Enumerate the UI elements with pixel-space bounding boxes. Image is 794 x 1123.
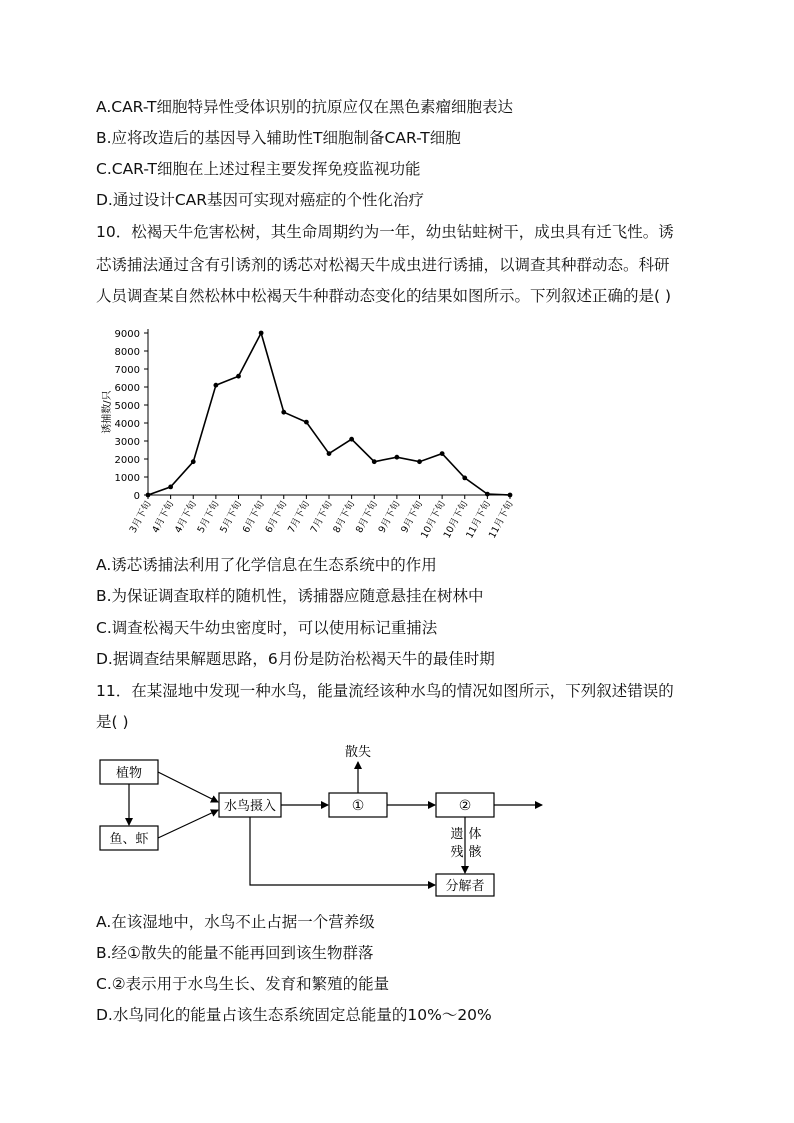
x-tick-label: 4月下旬 [150,499,177,535]
x-tick-label: 6月下旬 [263,499,290,535]
q9-option-b: B.应将改造后的基因导入辅助性T细胞制备CAR-T细胞 [96,129,461,147]
x-tick-label: 7月下旬 [286,499,313,535]
dissipate-label: 散失 [344,745,372,760]
y-tick-label: 6000 [114,383,140,394]
chart-y-ticks [115,329,148,502]
q10-stem-line-2: 芯诱捕法通过含有引诱剂的诱芯对松褐天牛成虫进行诱捕，以调查其种群动态。科研 [96,256,670,274]
arrow-intake-to-decomposer [250,817,435,885]
data-point [372,459,377,464]
energy-flow-svg [96,740,556,900]
trap-count-line-chart [96,320,526,550]
data-point [168,485,173,490]
data-point [349,437,354,442]
q10-stem-line-3: 人员调查某自然松林中松褐天牛种群动态变化的结果如图所示。下列叙述正确的是( ) [96,287,672,305]
q11-option-d: D.水鸟同化的能量占该生态系统固定总能量的10%～20% [96,1006,492,1024]
data-point [327,451,332,456]
x-tick-label: 6月下旬 [240,499,267,535]
trap-count-chart [96,320,526,550]
y-tick-label: 0 [133,491,140,502]
arrow-fish-to-intake [158,810,218,838]
remains-label-2: 体 [468,827,482,842]
chart-axes [148,329,510,495]
data-point [213,383,218,388]
box-1-label: ① [351,798,365,814]
data-point [191,459,196,464]
y-tick-label: 8000 [114,347,140,358]
y-axis-label: 诱捕数/只 [102,390,113,434]
q10-stem-line-1: 10．松褐天牛危害松树，其生命周期约为一年，幼虫钻蛀树干，成虫具有迁飞性。诱 [96,223,674,241]
y-tick-label: 7000 [114,365,140,376]
q10-option-a: A.诱芯诱捕法利用了化学信息在生态系统中的作用 [96,556,437,574]
arrow-plants-to-intake [158,772,218,802]
series-points [146,331,513,498]
q11-option-b: B.经①散失的能量不能再回到该生物群落 [96,944,374,962]
series-line [148,333,510,495]
q9-option-d: D.通过设计CAR基因可实现对癌症的个性化治疗 [96,191,425,209]
data-point [394,455,399,460]
decomposer-label: 分解者 [445,879,485,894]
y-tick-label: 5000 [114,401,140,412]
remains-label-3: 残 [450,845,464,860]
x-tick-label: 7月下旬 [308,499,335,535]
q11-stem-line-1: 11．在某湿地中发现一种水鸟，能量流经该种水鸟的情况如图所示，下列叙述错误的 [96,682,674,700]
fish-shrimp-label: 鱼、虾 [109,832,149,847]
y-tick-label: 9000 [114,329,140,340]
q10-option-d: D.据调查结果解题思路，6月份是防治松褐天牛的最佳时期 [96,650,495,668]
data-point [236,374,241,379]
intake-label: 水鸟摄入 [223,799,277,814]
x-tick-label: 8月下旬 [353,499,380,535]
q11-option-c: C.②表示用于水鸟生长、发育和繁殖的能量 [96,975,390,993]
x-tick-label: 5月下旬 [218,499,245,535]
q9-option-c: C.CAR-T细胞在上述过程主要发挥免疫监视功能 [96,160,421,178]
plants-label: 植物 [115,766,143,781]
q10-option-b: B.为保证调查取样的随机性，诱捕器应随意悬挂在树林中 [96,587,484,605]
x-tick-label: 4月下旬 [172,499,199,535]
q11-stem-line-2: 是( ) [96,713,129,731]
y-tick-label: 2000 [114,455,140,466]
energy-flow-diagram [96,740,556,900]
y-tick-label: 1000 [114,473,140,484]
q11-option-a: A.在该湿地中，水鸟不止占据一个营养级 [96,913,375,931]
data-point [508,493,513,498]
x-tick-label: 8月下旬 [331,499,358,535]
data-point [462,476,467,481]
remains-label-1: 遗 [450,827,464,842]
x-tick-label: 5月下旬 [195,499,222,535]
q10-option-c: C.调查松褐天牛幼虫密度时，可以使用标记重捕法 [96,619,438,637]
x-tick-label: 9月下旬 [376,499,403,535]
data-point [440,451,445,456]
x-tick-label: 10月下旬 [419,499,448,541]
y-tick-label: 3000 [114,437,140,448]
y-tick-label: 4000 [114,419,140,430]
remains-label-4: 骸 [468,845,482,860]
x-tick-label: 11月下旬 [464,499,494,541]
data-point [259,331,264,336]
data-point [304,420,309,425]
chart-x-ticks [127,495,516,540]
data-point [485,492,490,497]
data-point [417,459,422,464]
x-tick-label: 11月下旬 [486,499,516,541]
x-tick-label: 9月下旬 [399,499,426,535]
x-tick-label: 10月下旬 [441,499,471,541]
box-2-label: ② [458,798,472,814]
data-point [281,410,286,415]
x-tick-label: 3月下旬 [127,499,154,535]
data-point [146,493,151,498]
q9-option-a: A.CAR-T细胞特异性受体识别的抗原应仅在黑色素瘤细胞表达 [96,98,513,116]
